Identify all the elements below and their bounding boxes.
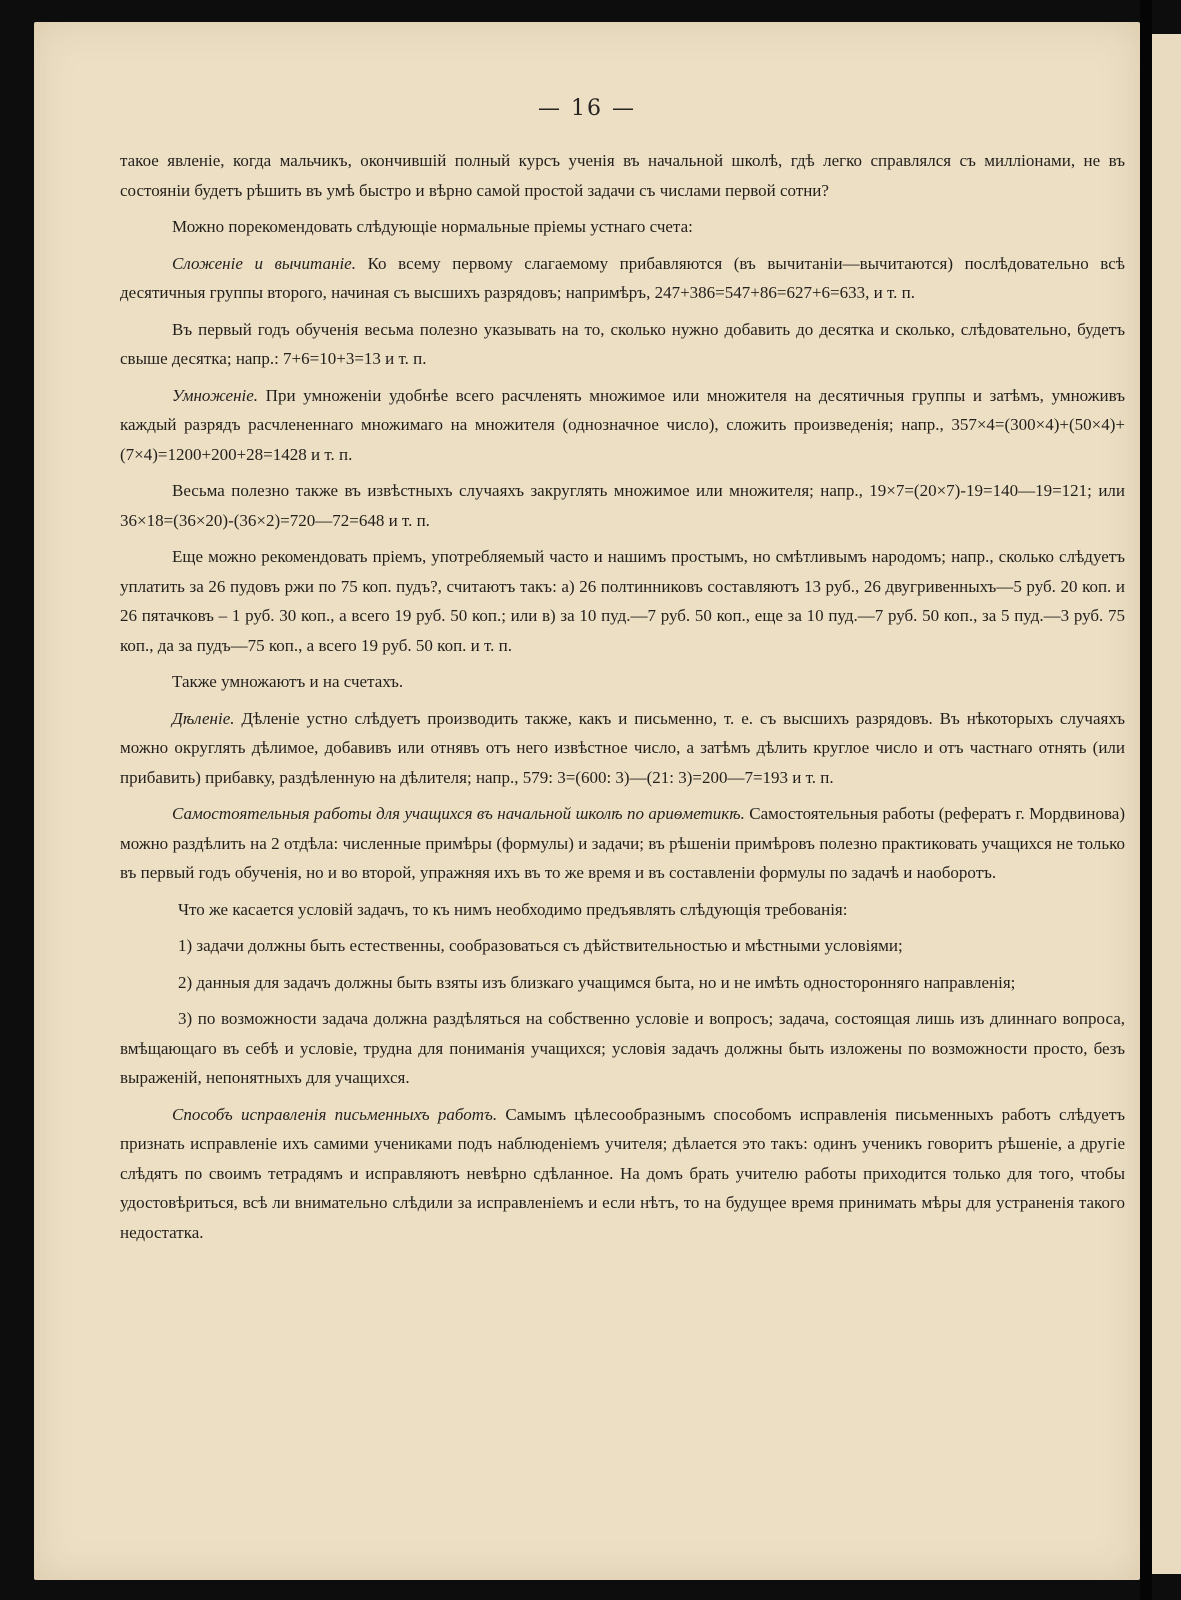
section-heading-division: Дѣленіе. [172,708,235,728]
paragraph-addition-subtraction: Сложеніе и вычитаніе. Ко всему первому слагаемому прибавляются (въ вычитаніи—вычитаются) послѣдовательно всѣ десятичныя группы второго, начиная съ высшихъ разрядовъ; напримѣръ, 247+386=547+86=627+6=633, и т. п. [120,253,1125,302]
section-heading-correction: Способъ исправленія письменныхъ работъ. [172,1104,498,1124]
list-item-1: 1) задачи должны быть естественны, сообразоваться съ дѣйствительностью и мѣстными условіями; [178,936,903,955]
list-item-3: 3) по возможности задача должна раздѣляться на собственно условіе и вопросъ; задача, состоящая лишь изъ длиннаго вопроса, вмѣщающаго въ себѣ и условіе, трудна для пониманія учащихся; условія задачъ должны быть изложены по возможности просто, безъ выраженій, непонятныхъ для учащихся. [120,1009,1125,1087]
body-text [120,146,1125,1254]
paragraph-independent-work: Самостоятельныя работы для учащихся въ начальной школѣ по ариѳметикѣ. Самостоятельныя работы (рефератъ г. Мордвинова) можно раздѣлить на 2 отдѣла: численные примѣры (формулы) и задачи; въ рѣшеніи примѣровъ полезно практиковать учащихся не только въ первый годъ обученія, но и во второй, упражняя ихъ въ то же время и въ составленіи формулы по задачѣ и наоборотъ. [120,804,1126,882]
paragraph-abacus: Также умножаютъ и на счетахъ. [172,672,404,691]
paragraph-folk-method: Еще можно рекомендовать пріемъ, употребляемый часто и нашимъ простымъ, но смѣтливымъ народомъ; напр., сколько слѣдуетъ уплатить за 26 пудовъ ржи по 75 коп. пудъ?, считаютъ такъ: а) 26 полтинниковъ составляютъ 13 руб., 26 двугривенныхъ—5 руб. 20 коп. и 26 пятачковъ – 1 руб. 30 коп., а всего 19 руб. 50 коп.; или в) за 10 пуд.—7 руб. 50 коп., еще за 10 пуд.—7 руб. 50 коп., за 5 пуд.—3 руб. 75 коп., да за пудъ—75 коп., а всего 19 руб. 50 коп. и т. п. [120,547,1125,655]
section-heading-addition: Сложеніе и вычитаніе. [172,253,356,273]
paragraph-multiplication: Умноженіе. При умноженіи удобнѣе всего расчленять множимое или множителя на десятичныя группы и затѣмъ, умноживъ каждый разрядъ расчлененнаго множимаго на множителя (однозначное число), сложить произведенія; напр., 357×4=(300×4)+(50×4)+(7×4)=1200+200+28=1428 и т. п. [120,385,1125,464]
paragraph-division: Дѣленіе. Дѣленіе устно слѣдуетъ производить также, какъ и письменно, т. е. съ высшихъ разрядовъ. Въ нѣкоторыхъ случаяхъ можно округлять дѣлимое, добавивъ или отнявъ отъ него извѣстное число, а затѣмъ дѣлить круглое число и отъ частнаго отнять (или прибавить) прибавку, раздѣленную на дѣлителя; напр., 579: 3=(600: 3)—(21: 3)=200—7=193 и т. п. [120,708,1125,787]
book-gutter [1140,0,1152,1600]
paragraph-correction-method: Способъ исправленія письменныхъ работъ. Самымъ цѣлесообразнымъ способомъ исправленія письменныхъ работъ слѣдуетъ признать исправленіе ихъ самими учениками подъ наблюденіемъ учителя; дѣлается это такъ: одинъ ученикъ говоритъ рѣшеніе, а другіе слѣдятъ по своимъ тетрадямъ и исправляютъ невѣрно сдѣланное. На домъ брать учителю работы приходится только для того, чтобы удостовѣриться, всѣ ли внимательно слѣдили за исправленіемъ и если нѣтъ, то на будущее время принимать мѣры для устраненія такого недостатка. [120,1104,1126,1242]
page-number: — 16 — [538,96,636,121]
paragraph-requirements: Что же касается условій задачъ, то къ нимъ необходимо предъявлять слѣдующія требованія: [178,899,848,919]
list-item-2: 2) данныя для задачъ должны быть взяты изъ близкаго учащимся быта, но и не имѣть односторонняго направленія; [178,972,1016,992]
paragraph-rounding: Весьма полезно также въ извѣстныхъ случаяхъ закруглять множимое или множителя; напр., 19×7=(20×7)-19=140—19=121; или 36×18=(36×20)-(36×2)=720—72=648 и т. п. [120,481,1125,530]
section-heading-multiplication: Умноженіе. [172,385,259,405]
paragraph-intro-methods: Можно порекомендовать слѣдующіе нормальные пріемы устнаго счета: [172,217,693,236]
adjacent-page-edge [1152,34,1181,1574]
section-heading-independent-work: Самостоятельныя работы для учащихся въ начальной школѣ по ариѳметикѣ. [172,804,745,823]
paragraph-continuation: такое явленіе, когда мальчикъ, окончившій полный курсъ ученія въ начальной школѣ, гдѣ легко справлялся съ милліонами, не въ состояніи будетъ рѣшить въ умѣ быстро и вѣрно самой простой задачи съ числами первой сотни? [120,151,1125,200]
paragraph-first-year: Въ первый годъ обученія весьма полезно указывать на то, сколько нужно добавить до десятка и сколько, слѣдовательно, будетъ свыше десятка; напр.: 7+6=10+3=13 и т. п. [120,319,1125,368]
